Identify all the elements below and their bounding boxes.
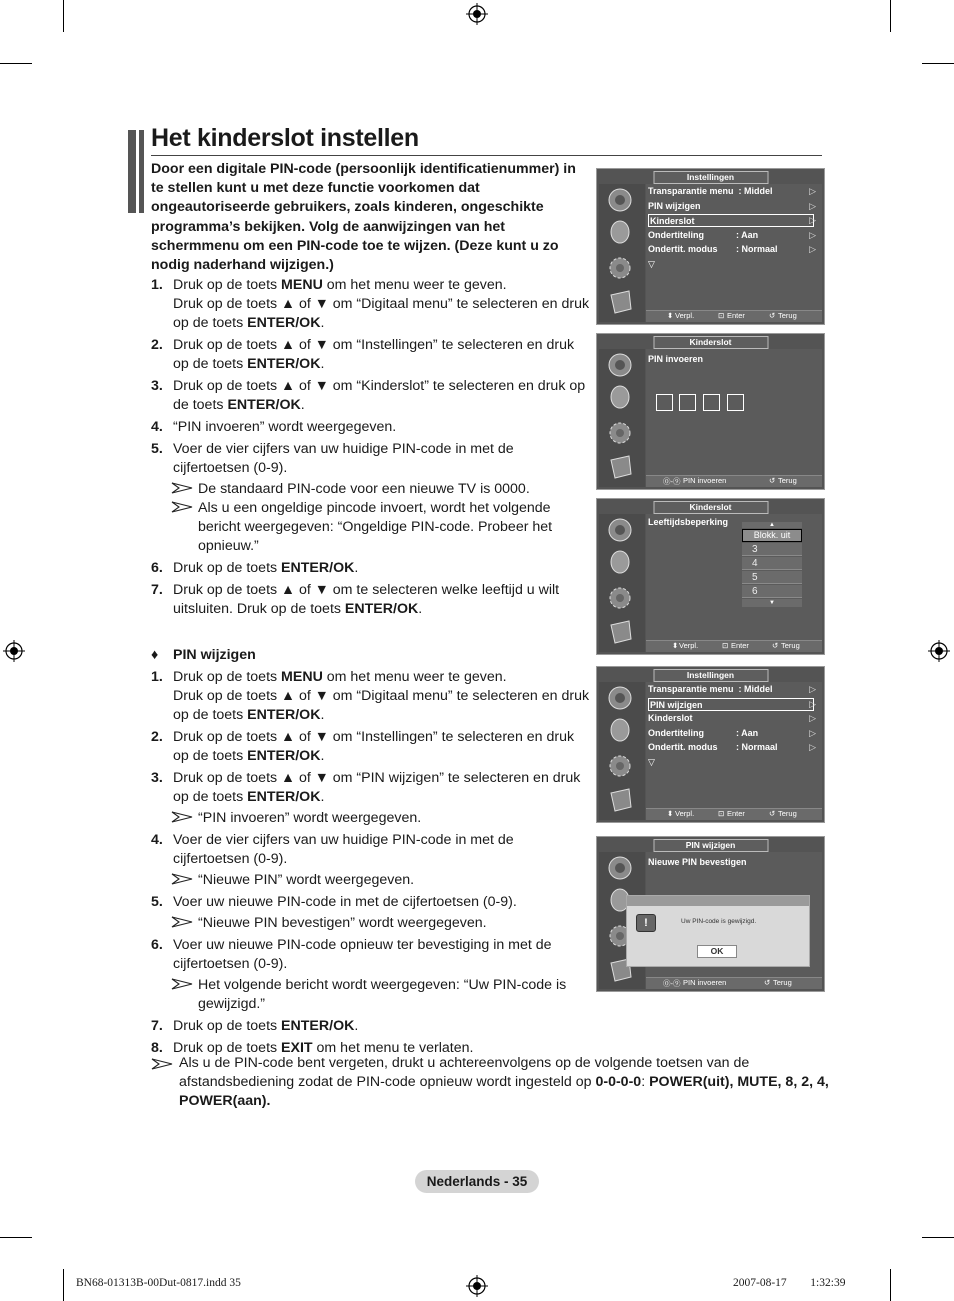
arrow-right-icon: ▷ bbox=[809, 201, 816, 211]
picture-menu-icon[interactable] bbox=[603, 516, 639, 546]
step-2: 2. Druk op de toets ▲ of ▼ om “Instellingen” te selecteren en druk op de toets ENTER/OK. bbox=[151, 337, 575, 372]
scroll-up-icon[interactable]: ▲ bbox=[742, 522, 802, 528]
move-icon: ⬍ bbox=[667, 311, 674, 320]
pin-digit-1[interactable] bbox=[656, 394, 673, 411]
osd-screen-instellingen-kinderslot bbox=[596, 168, 825, 325]
sound-menu-icon[interactable] bbox=[603, 219, 639, 249]
sound-menu-icon[interactable] bbox=[603, 549, 639, 579]
crop-mark bbox=[63, 1269, 64, 1301]
note-invalid-pin: Als u een ongeldige pincode invoert, wordt het volgende bericht weergegeven: “Ongeldige PIN-code. Probeer het opnieuw.” bbox=[151, 499, 591, 556]
step-3: 3. Druk op de toets ▲ of ▼ om “Kinderslot” te selecteren en druk op de toets ENTER/OK. bbox=[151, 378, 586, 413]
osd-tab-title: Kinderslot bbox=[653, 501, 768, 514]
note-arrow-icon bbox=[171, 481, 193, 495]
menu-item-pin-change[interactable]: PIN wijzigen bbox=[648, 698, 814, 711]
step-5: 5. Voer uw nieuwe PIN-code in met de cijfertoetsen (0-9). bbox=[151, 894, 517, 910]
note-default-pin: De standaard PIN-code voor een nieuwe TV is 0000. bbox=[151, 480, 591, 499]
osd-tab-title: PIN wijzigen bbox=[653, 839, 768, 852]
osd-menu-panel bbox=[646, 184, 822, 310]
arrow-right-icon: ▷ bbox=[809, 684, 816, 694]
osd-nav-bar: ⓪-⑨ PIN invoeren ↺ Terug bbox=[646, 475, 822, 487]
number-keys-icon: ⓪-⑨ bbox=[663, 979, 681, 988]
number-keys-icon: ⓪-⑨ bbox=[663, 477, 681, 486]
scroll-down-icon[interactable]: ▼ bbox=[742, 599, 802, 607]
enter-icon: ⊡ bbox=[718, 311, 725, 320]
osd-tab-title: Instellingen bbox=[653, 171, 768, 184]
move-icon: ⬍ bbox=[672, 641, 679, 650]
step-7: 7. Druk op de toets ▲ of ▼ om te selecteren welke leeftijd u wilt uitsluiten. Druk op de toets ENTER/OK. bbox=[151, 582, 560, 617]
crop-mark bbox=[0, 63, 32, 64]
registration-mark-icon bbox=[928, 640, 950, 662]
osd-tab-title: Instellingen bbox=[653, 669, 768, 682]
age-option-3[interactable]: 3 bbox=[742, 543, 802, 556]
arrow-right-icon: ▷ bbox=[809, 215, 816, 225]
step-1: 1. Druk op de toets MENU om het menu weer te geven. Druk op de toets ▲ of ▼ om “Digitaal menu” te selecteren en druk op de toets ENTER/OK. bbox=[151, 277, 590, 331]
move-icon: ⬍ bbox=[667, 809, 674, 818]
age-restriction-label: Leeftijdsbeperking bbox=[648, 517, 729, 527]
footer-file-info: BN68-01313B-00Dut-0817.indd 35 bbox=[76, 1277, 241, 1289]
osd-nav-bar: ⓪-⑨ PIN invoeren ↺ Terug bbox=[646, 977, 822, 989]
osd-icon-column bbox=[599, 349, 645, 487]
menu-item-subtitle-mode[interactable]: Ondertit. modus : Normaal bbox=[648, 742, 778, 752]
input-menu-icon[interactable] bbox=[603, 617, 639, 647]
scroll-down-icon[interactable]: ▽ bbox=[648, 757, 655, 767]
section-heading-pin-wijzigen: ♦ PIN wijzigen bbox=[151, 647, 256, 663]
note-arrow-icon bbox=[171, 500, 193, 514]
step-4: 4. “PIN invoeren” wordt weergegeven. bbox=[151, 419, 397, 435]
forgotten-pin-note: Als u de PIN-code bent vergeten, drukt u achtereenvolgens op de volgende toetsen van de afstandsbediening zodat de PIN-code opnieuw wordt ingesteld op 0-0-0-0: POWER(uit), MUTE, 8, 2, 4, POWER(aan). bbox=[151, 1054, 831, 1111]
return-icon: ↺ bbox=[769, 311, 776, 320]
step-2: 2. Druk op de toets ▲ of ▼ om “Instellingen” te selecteren en druk op de toets ENTER/OK. bbox=[151, 729, 575, 764]
page-title: Het kinderslot instellen bbox=[151, 124, 419, 152]
picture-menu-icon[interactable] bbox=[603, 186, 639, 216]
menu-item-transparency[interactable]: Transparantie menu : Middel bbox=[648, 186, 773, 196]
pin-changed-dialog bbox=[626, 895, 810, 967]
age-option-5[interactable]: 5 bbox=[742, 571, 802, 584]
age-option-6[interactable]: 6 bbox=[742, 585, 802, 598]
osd-menu-panel bbox=[646, 682, 822, 808]
step-6: 6. Druk op de toets ENTER/OK. bbox=[151, 560, 359, 576]
warning-icon: ! bbox=[636, 914, 656, 932]
steps-change-pin bbox=[151, 646, 591, 1060]
note-arrow-icon bbox=[171, 915, 193, 929]
osd-icon-column bbox=[599, 184, 645, 322]
confirm-new-pin-label: Nieuwe PIN bevestigen bbox=[648, 857, 747, 867]
note-pin-invoeren: “PIN invoeren” wordt weergegeven. bbox=[151, 809, 591, 828]
menu-item-subtitle[interactable]: Ondertiteling : Aan bbox=[648, 230, 759, 240]
osd-screen-pin-changed bbox=[596, 836, 825, 992]
osd-pin-panel bbox=[646, 349, 822, 475]
return-icon: ↺ bbox=[764, 978, 771, 987]
osd-screen-instellingen-pin-wijzigen bbox=[596, 666, 825, 823]
setup-menu-icon[interactable] bbox=[603, 253, 639, 283]
crop-mark bbox=[922, 1237, 954, 1238]
arrow-right-icon: ▷ bbox=[809, 728, 816, 738]
osd-screen-age-restriction bbox=[596, 498, 825, 655]
menu-item-child-lock[interactable]: Kinderslot bbox=[648, 214, 814, 227]
menu-item-subtitle[interactable]: Ondertiteling : Aan bbox=[648, 728, 759, 738]
return-icon: ↺ bbox=[769, 476, 776, 485]
crop-mark bbox=[0, 1237, 32, 1238]
age-option-selected[interactable]: Blokk. uit bbox=[742, 529, 802, 542]
arrow-right-icon: ▷ bbox=[809, 713, 816, 723]
crop-mark bbox=[890, 1269, 891, 1301]
osd-tab-title: Kinderslot bbox=[653, 336, 768, 349]
crop-mark bbox=[63, 0, 64, 32]
menu-item-child-lock[interactable]: Kinderslot bbox=[648, 713, 693, 723]
note-bevestigen: “Nieuwe PIN bevestigen” wordt weergegeven. bbox=[151, 914, 591, 933]
input-menu-icon[interactable] bbox=[603, 785, 639, 815]
note-arrow-icon bbox=[171, 977, 193, 991]
arrow-right-icon: ▷ bbox=[809, 699, 816, 709]
osd-icon-column bbox=[599, 514, 645, 652]
title-rule bbox=[151, 155, 822, 156]
arrow-right-icon: ▷ bbox=[809, 230, 816, 240]
registration-mark-icon bbox=[466, 3, 488, 25]
menu-item-subtitle-mode[interactable]: Ondertit. modus : Normaal bbox=[648, 244, 778, 254]
registration-mark-icon bbox=[3, 640, 25, 662]
footer-timestamp: 2007-08-17 ￿￿ 1:32:39 bbox=[733, 1277, 846, 1289]
sound-menu-icon[interactable] bbox=[603, 717, 639, 747]
ok-button[interactable]: OK bbox=[697, 945, 737, 958]
pin-digit-3[interactable] bbox=[703, 394, 720, 411]
step-5: 5. Voer de vier cijfers van uw huidige PIN-code in met de cijfertoetsen (0-9). bbox=[151, 441, 514, 476]
menu-item-pin-change[interactable]: PIN wijzigen bbox=[648, 201, 701, 211]
enter-icon: ⊡ bbox=[718, 809, 725, 818]
note-arrow-icon bbox=[171, 872, 193, 886]
menu-item-transparency[interactable]: Transparantie menu : Middel bbox=[648, 684, 773, 694]
arrow-right-icon: ▷ bbox=[809, 742, 816, 752]
setup-menu-icon[interactable] bbox=[603, 418, 639, 448]
pin-entry-label: PIN invoeren bbox=[648, 354, 704, 364]
osd-icon-column bbox=[599, 682, 645, 820]
note-arrow-icon bbox=[151, 1057, 173, 1071]
return-icon: ↺ bbox=[772, 641, 779, 650]
step-3: 3. Druk op de toets ▲ of ▼ om “PIN wijzigen” te selecteren en druk op de toets ENTER/OK. bbox=[151, 770, 581, 805]
scroll-down-icon[interactable]: ▽ bbox=[648, 259, 655, 269]
osd-nav-bar: ⬍ Verpl. ⊡ Enter ↺ Terug bbox=[646, 640, 822, 652]
picture-menu-icon[interactable] bbox=[603, 854, 639, 884]
crop-mark bbox=[922, 63, 954, 64]
note-gewijzigd: Het volgende bericht wordt weergegeven: “Uw PIN-code is gewijzigd.” bbox=[151, 976, 591, 1014]
osd-age-panel bbox=[646, 514, 822, 640]
step-1: 1. Druk op de toets MENU om het menu weer te geven. Druk op de toets ▲ of ▼ om “Digitaal menu” te selecteren en druk op de toets ENTER/OK. bbox=[151, 669, 590, 723]
setup-menu-icon[interactable] bbox=[603, 583, 639, 613]
intro-paragraph: Door een digitale PIN-code (persoonlijk identificatienummer) in te stellen kunt u met deze functie voorkomen dat ongeautoriseerde gebruikers, zoals kinderen, ongeschikte programma’s bekijken. Volg de aanwijzingen van het schermmenu om een PIN-code toe te wijzen. (Deze kunt u zo nodig naderhand wijzigen.) bbox=[151, 161, 576, 274]
step-6: 6. Voer uw nieuwe PIN-code opnieuw ter bevestiging in met de cijfertoetsen (0-9). bbox=[151, 937, 552, 972]
pin-digit-4[interactable] bbox=[727, 394, 744, 411]
age-option-4[interactable]: 4 bbox=[742, 557, 802, 570]
osd-nav-bar: ⬍ Verpl. ⊡ Enter ↺ Terug bbox=[646, 808, 822, 820]
crop-mark bbox=[890, 0, 891, 32]
note-nieuwe-pin: “Nieuwe PIN” wordt weergegeven. bbox=[151, 871, 591, 890]
input-menu-icon[interactable] bbox=[603, 452, 639, 482]
picture-menu-icon[interactable] bbox=[603, 351, 639, 381]
step-8: 8. Druk op de toets EXIT om het menu te verlaten. bbox=[151, 1040, 474, 1056]
step-4: 4. Voer de vier cijfers van uw huidige PIN-code in met de cijfertoetsen (0-9). bbox=[151, 832, 514, 867]
pin-digit-2[interactable] bbox=[679, 394, 696, 411]
sound-menu-icon[interactable] bbox=[603, 384, 639, 414]
arrow-right-icon: ▷ bbox=[809, 244, 816, 254]
step-7: 7. Druk op de toets ENTER/OK. bbox=[151, 1018, 359, 1034]
registration-mark-icon bbox=[466, 1275, 488, 1297]
enter-icon: ⊡ bbox=[722, 641, 729, 650]
picture-menu-icon[interactable] bbox=[603, 684, 639, 714]
steps-set-lock bbox=[151, 276, 591, 621]
input-menu-icon[interactable] bbox=[603, 287, 639, 317]
title-accent-gap bbox=[136, 130, 139, 213]
osd-nav-bar: ⬍ Verpl. ⊡ Enter ↺ Terug bbox=[646, 310, 822, 322]
note-arrow-icon bbox=[171, 810, 193, 824]
return-icon: ↺ bbox=[769, 809, 776, 818]
arrow-right-icon: ▷ bbox=[809, 186, 816, 196]
setup-menu-icon[interactable] bbox=[603, 751, 639, 781]
osd-screen-pin-entry bbox=[596, 333, 825, 490]
page-number: Nederlands - 35 bbox=[415, 1170, 539, 1193]
dialog-message: Uw PIN-code is gewijzigd. bbox=[681, 918, 757, 925]
